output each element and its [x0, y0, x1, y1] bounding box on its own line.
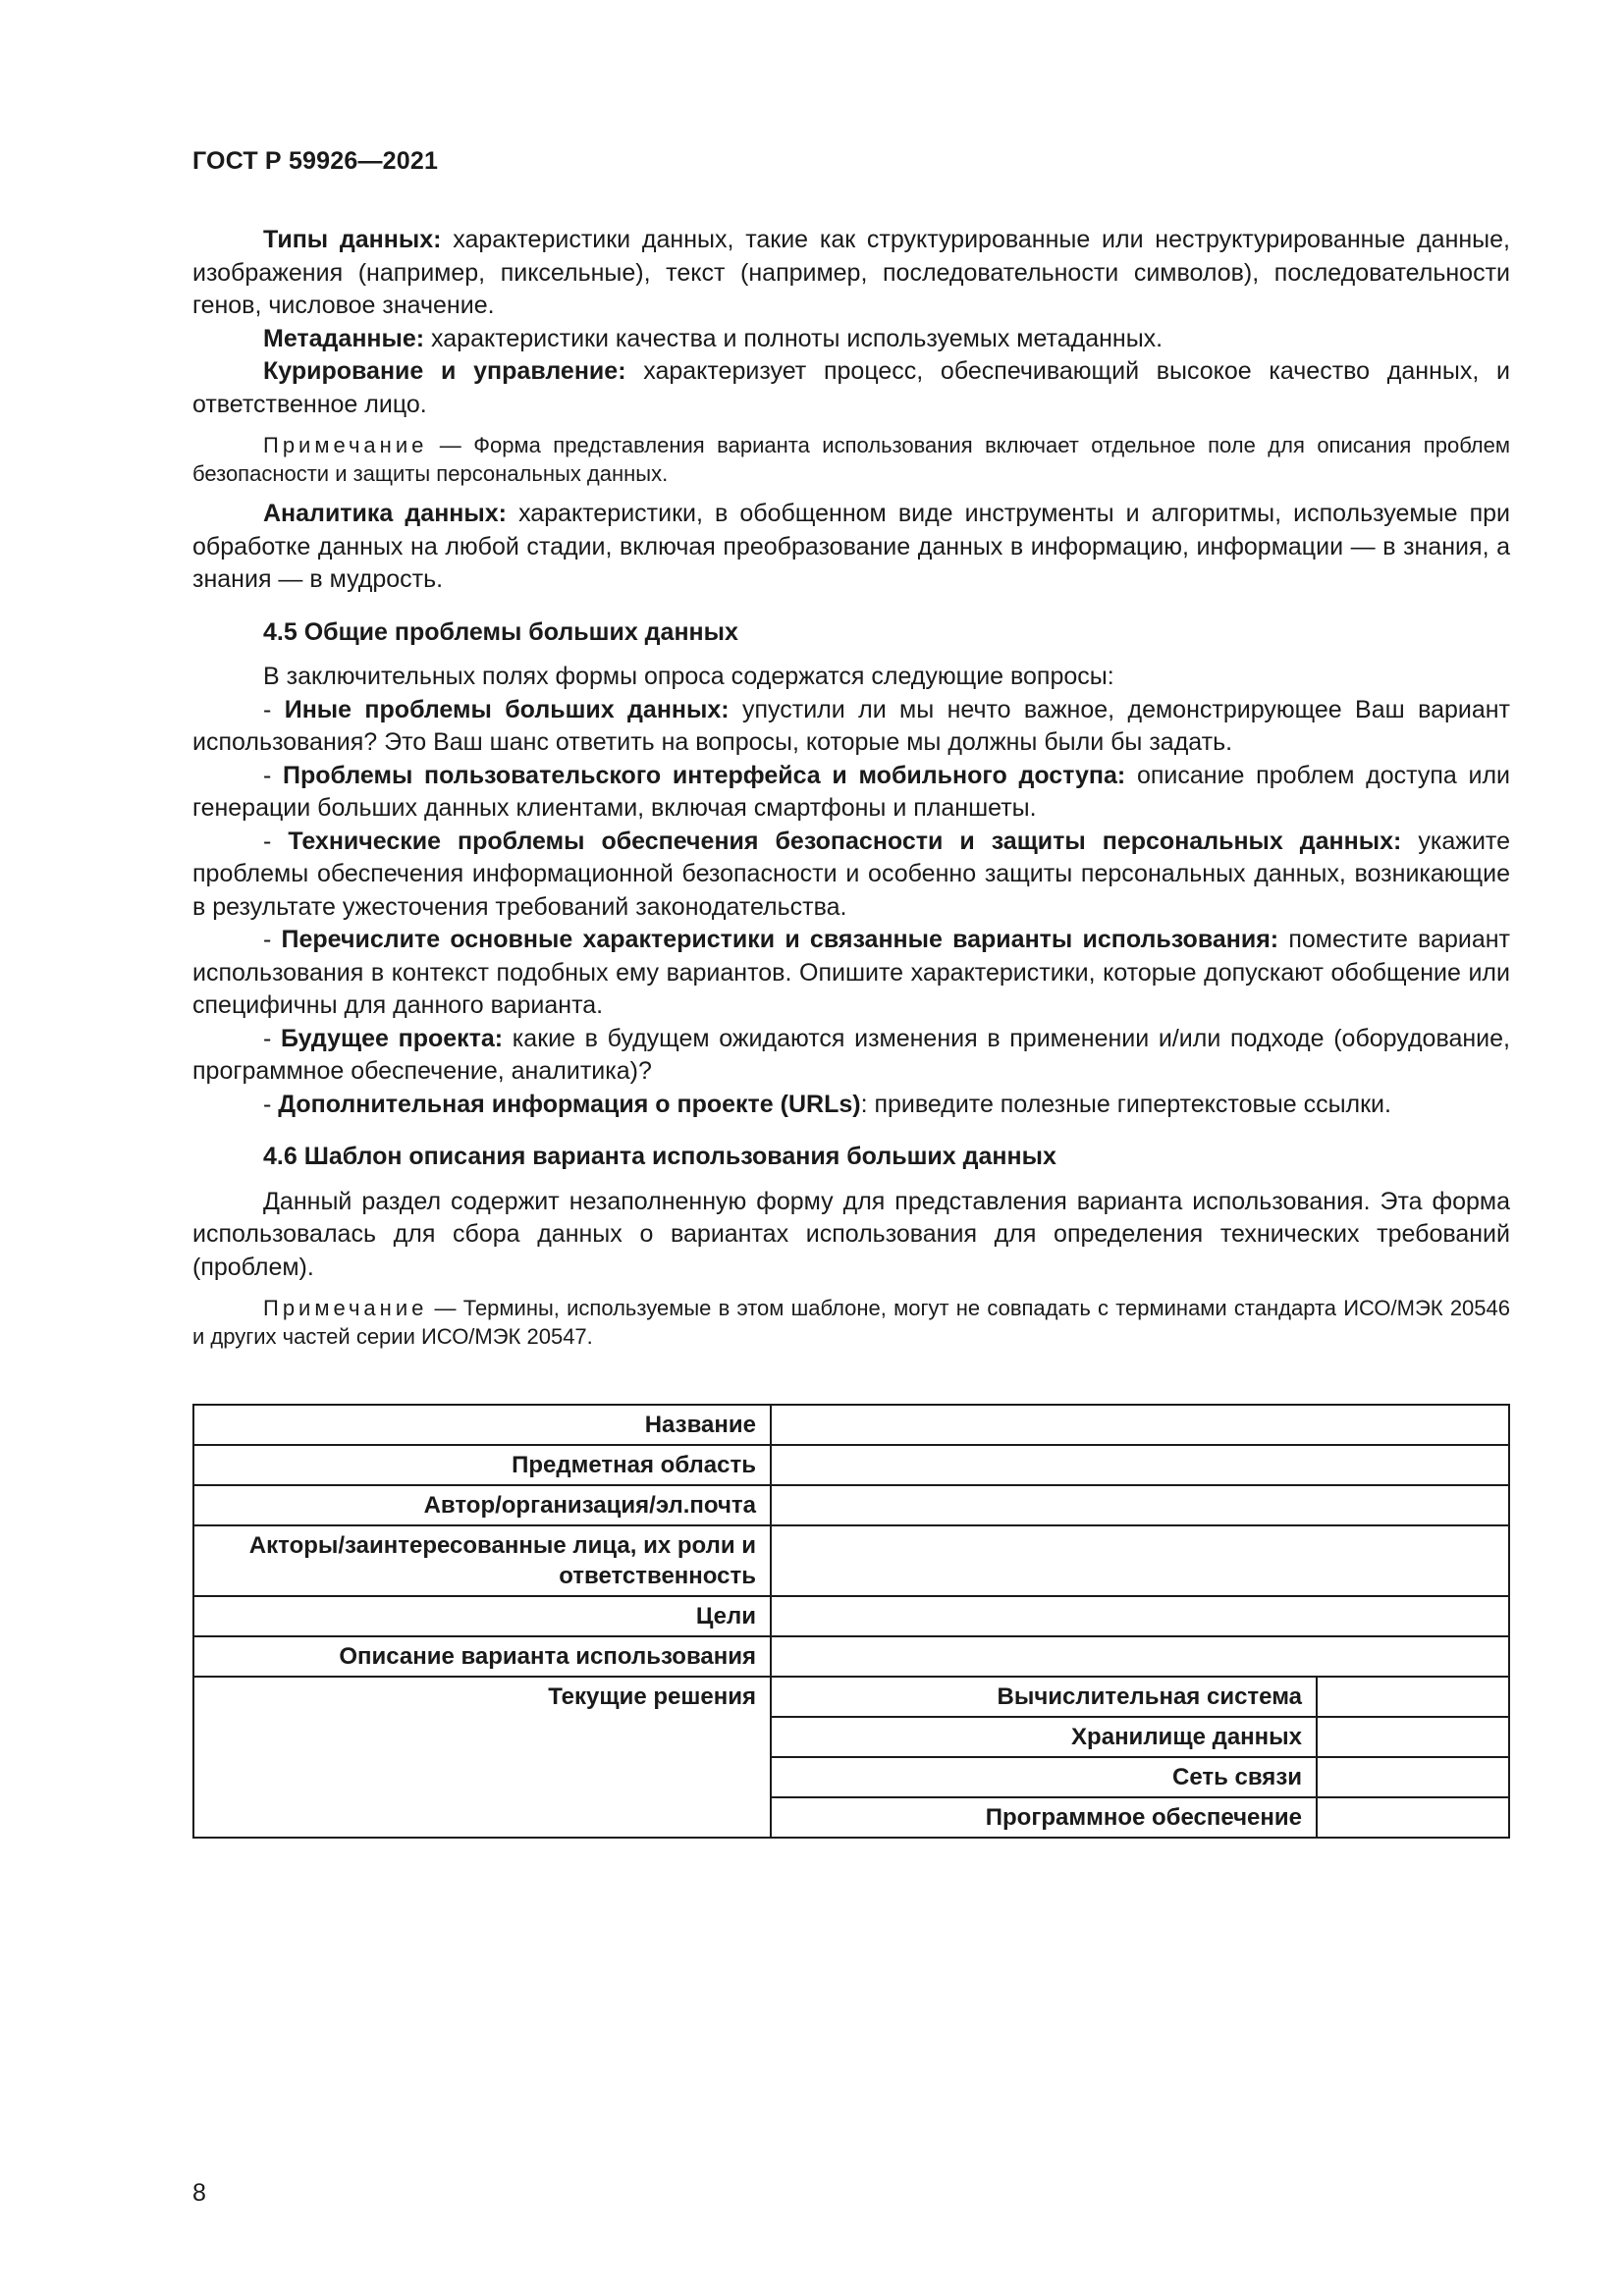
table-row [193, 1445, 1509, 1485]
list-item: - Дополнительная информация о проекте (URLs): приведите полезные гипертекстовые ссылки. [263, 1090, 1391, 1118]
label-goals: Цели [193, 1596, 771, 1636]
section-heading-4-5: 4.5 Общие проблемы больших данных [263, 617, 738, 646]
table-row [193, 1677, 1509, 1717]
table-row [193, 1485, 1509, 1525]
label-domain: Предметная область [193, 1445, 771, 1485]
table-row [193, 1596, 1509, 1636]
table-row [193, 1405, 1509, 1445]
table-row [193, 1636, 1509, 1677]
list-item: - Иные проблемы больших данных: упустили ли мы нечто важное, демонстрирующее Ваш вариант использования? Это Ваш шанс ответить на вопросы, которые мы должны были бы задать. [192, 695, 1511, 756]
field-name[interactable] [771, 1405, 1509, 1445]
label-current-solutions: Текущие решения [193, 1677, 771, 1838]
list-item: - Технические проблемы обеспечения безопасности и защиты персональных данных: укажите проблемы обеспечения информационной безопасности и особенно защиты персональных данных, возникающие в результате ужесточения требований законодательства. [192, 827, 1510, 921]
paragraph-analytics: Аналитика данных: характеристики, в обобщенном виде инструменты и алгоритмы, используемые при обработке данных на любой стадии, включая преобразование данных в информацию, информации — в знания, а знания — в мудрость. [192, 500, 1510, 593]
paragraph-template-intro: Данный раздел содержит незаполненную форму для представления варианта использования. Эта форма использовалась для сбора данных о вариантах использования для определения технических требований (проблем). [192, 1187, 1510, 1281]
field-network[interactable] [1317, 1757, 1509, 1797]
section-heading-4-6: 4.6 Шаблон описания варианта использования больших данных [263, 1143, 1056, 1170]
label-actors: Акторы/заинтересованные лица, их роли и ответственность [193, 1525, 771, 1596]
paragraph-data-types: Типы данных: характеристики данных, такие как структурированные или неструктурированные данные, изображения (например, пиксельные), текст (например, последовательности символов), последовательности генов, числовое значение. [192, 226, 1511, 319]
use-case-template-table [192, 1404, 1510, 1839]
field-software[interactable] [1317, 1797, 1509, 1838]
field-compute[interactable] [1317, 1677, 1509, 1717]
main-content [192, 224, 1510, 1361]
paragraph-intro-questions: В заключительных полях формы опроса содержатся следующие вопросы: [263, 663, 1114, 690]
field-goals[interactable] [771, 1596, 1509, 1636]
field-actors[interactable] [771, 1525, 1509, 1596]
page-number: 8 [192, 2179, 206, 2207]
field-author[interactable] [771, 1485, 1509, 1525]
list-item: - Проблемы пользовательского интерфейса и мобильного доступа: описание проблем доступа или генерации больших данных клиентами, включая смартфоны и планшеты. [192, 761, 1511, 822]
label-description: Описание варианта использования [193, 1636, 771, 1677]
note-1: Примечание — Форма представления варианта использования включает отдельное поле для описания проблем безопасности и защиты персональных данных. [192, 433, 1510, 486]
document-header: ГОСТ Р 59926—2021 [192, 147, 439, 175]
label-compute: Вычислительная система [771, 1677, 1317, 1717]
label-storage: Хранилище данных [771, 1717, 1317, 1757]
paragraph-curation: Курирование и управление: характеризует процесс, обеспечивающий высокое качество данных, и ответственное лицо. [192, 357, 1510, 418]
field-domain[interactable] [771, 1445, 1509, 1485]
table-row [193, 1525, 1509, 1596]
label-software: Программное обеспечение [771, 1797, 1317, 1838]
label-network: Сеть связи [771, 1757, 1317, 1797]
field-description[interactable] [771, 1636, 1509, 1677]
list-item: - Будущее проекта: какие в будущем ожидаются изменения в применении и/или подходе (оборудование, программное обеспечение, аналитика)? [192, 1024, 1510, 1085]
label-author: Автор/организация/эл.почта [193, 1485, 771, 1525]
note-2: Примечание — Термины, используемые в этом шаблоне, могут не совпадать с терминами стандарта ИСО/МЭК 20546 и других частей серии ИСО/МЭК 20547. [192, 1296, 1510, 1349]
paragraph-metadata: Метаданные: характеристики качества и полноты используемых метаданных. [263, 324, 1164, 352]
field-storage[interactable] [1317, 1717, 1509, 1757]
list-item: - Перечислите основные характеристики и связанные варианты использования: поместите вариант использования в контекст подобных ему вариантов. Опишите характеристики, которые допускают обобщение или специфичны для данного варианта. [192, 926, 1510, 1019]
label-name: Название [193, 1405, 771, 1445]
